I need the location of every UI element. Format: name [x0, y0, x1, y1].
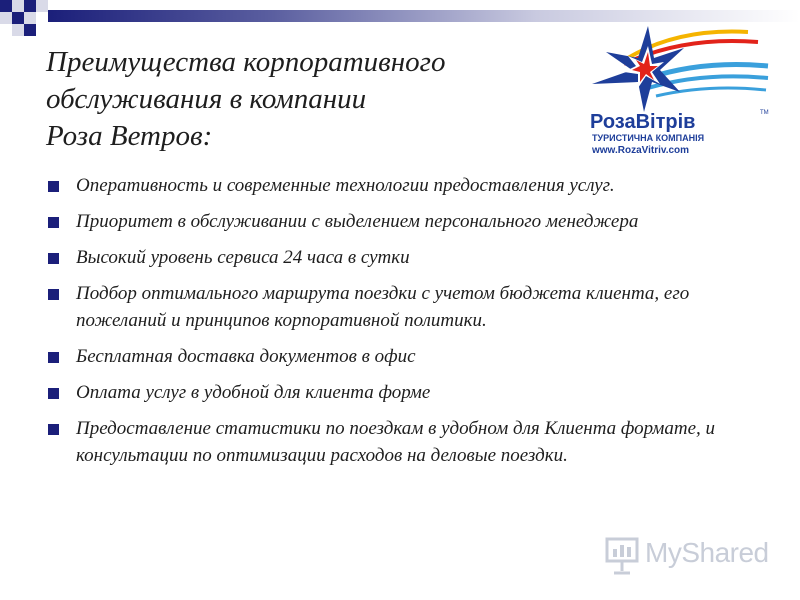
bullet-square-icon [48, 181, 59, 192]
bullet-square-icon [48, 388, 59, 399]
corner-square [0, 0, 12, 12]
bullet-square-icon [48, 289, 59, 300]
corner-square [12, 12, 24, 24]
list-item [44, 244, 764, 271]
bullet-square-icon [48, 253, 59, 264]
myshared-watermark [605, 535, 775, 575]
logo-brand-text: РозаВітрів [590, 111, 696, 133]
corner-square [12, 0, 24, 12]
roza-vitriv-logo [588, 22, 774, 158]
list-item [44, 343, 764, 370]
logo-tm-text: TM [760, 110, 769, 116]
presentation-board-icon [605, 535, 641, 575]
corner-square [24, 24, 36, 36]
bullet-square-icon [48, 352, 59, 363]
list-item [44, 280, 764, 334]
list-item-text: Подбор оптимального маршрута поездки с учетом бюджета клиента, его пожеланий и принципов корпоративной политики. [76, 283, 690, 331]
benefits-list [44, 172, 764, 478]
corner-square [0, 12, 12, 24]
list-item-text: Приоритет в обслуживании с выделением персонального менеджера [76, 211, 639, 232]
bullet-square-icon [48, 217, 59, 228]
list-item-text: Оперативность и современные технологии предоставления услуг. [76, 175, 615, 196]
corner-square [12, 24, 24, 36]
list-item [44, 379, 764, 406]
list-item [44, 415, 764, 469]
corner-square [36, 0, 48, 12]
header-gradient-bar [48, 10, 800, 22]
list-item [44, 172, 764, 199]
slide-title: Преимущества корпоративного обслуживания в компании Роза Ветров: [46, 46, 446, 152]
logo-subtitle-text: ТУРИСТИЧНА КОМПАНІЯ [592, 133, 705, 143]
bullet-square-icon [48, 424, 59, 435]
corner-square [24, 0, 36, 12]
list-item-text: Высокий уровень сервиса 24 часа в сутки [76, 247, 410, 268]
list-item-text: Предоставление статистики по поездкам в удобном для Клиента формате, и консультации по оптимизации расходов на деловые поездки. [76, 418, 716, 466]
list-item-text: Бесплатная доставка документов в офис [76, 346, 416, 367]
corner-square [24, 12, 36, 24]
list-item-text: Оплата услуг в удобной для клиента форме [76, 382, 431, 403]
watermark-text: MyShared [645, 537, 769, 568]
list-item [44, 208, 764, 235]
logo-url-text: www.RozaVitriv.com [592, 145, 690, 156]
